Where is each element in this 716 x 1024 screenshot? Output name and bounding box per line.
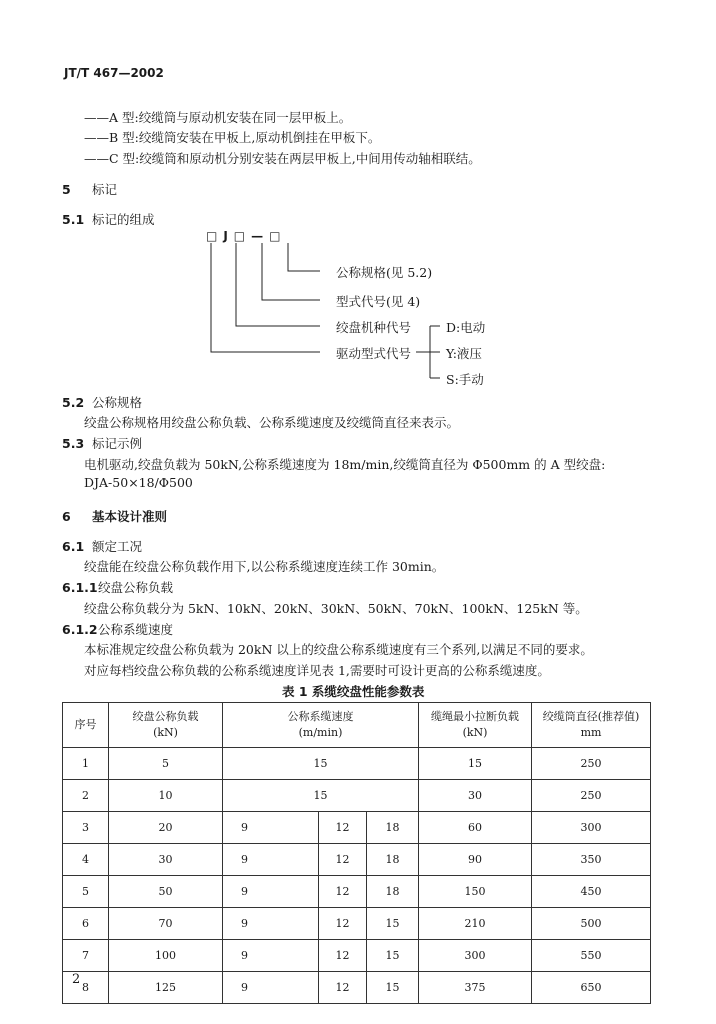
cell-speed-1: 9	[223, 972, 319, 1004]
cell-speed-2: 12	[319, 908, 367, 940]
cell-speed: 15	[223, 748, 419, 780]
section-6-heading: 6 基本设计准则	[62, 509, 168, 524]
section-5-3-body: 电机驱动,绞盘负载为 50kN,公称系缆速度为 18m/min,绞缆筒直径为 Φ500mm 的 A 型绞盘:	[84, 457, 606, 472]
cell-drum: 550	[532, 940, 651, 972]
type-b-line: ——B 型:绞缆筒安装在甲板上,原动机倒挂在甲板下。	[84, 130, 381, 145]
table-row	[63, 876, 651, 908]
cell-drum: 500	[532, 908, 651, 940]
type-c-line: ——C 型:绞缆筒和原动机分别安装在两层甲板上,中间用传动轴相联结。	[84, 151, 481, 166]
cell-speed: 15	[223, 780, 419, 812]
cell-no: 8	[63, 972, 109, 1004]
cell-break-load: 15	[419, 748, 532, 780]
section-6-1-1-body: 绞盘公称负载分为 5kN、10kN、20kN、30kN、50kN、70kN、100kN、125kN 等。	[84, 601, 588, 616]
standard-code: JT/T 467—2002	[64, 66, 164, 80]
section-5-1-heading: 5.1 标记的组成	[62, 212, 155, 227]
cell-speed-3: 15	[367, 972, 419, 1004]
performance-table	[62, 702, 651, 1004]
cell-speed-3: 18	[367, 812, 419, 844]
drive-type-manual: S:手动	[446, 372, 484, 387]
cell-no: 6	[63, 908, 109, 940]
cell-load: 70	[109, 908, 223, 940]
table-row	[63, 748, 651, 780]
cell-drum: 650	[532, 972, 651, 1004]
label-type-code: 型式代号(见 4)	[336, 294, 421, 309]
cell-load: 100	[109, 940, 223, 972]
section-5-2-heading: 5.2 公称规格	[62, 395, 143, 410]
label-machine-code: 绞盘机种代号	[336, 320, 412, 335]
section-6-1-heading: 6.1 额定工况	[62, 539, 143, 554]
type-a-line: ——A 型:绞缆筒与原动机安装在同一层甲板上。	[84, 110, 352, 125]
page-number: 2	[72, 972, 81, 987]
section-6-1-body: 绞盘能在绞盘公称负载作用下,以公称系缆速度连续工作 30min。	[84, 559, 445, 574]
section-6-1-1-heading: 6.1.1绞盘公称负载	[62, 580, 174, 595]
cell-load: 20	[109, 812, 223, 844]
cell-drum: 250	[532, 748, 651, 780]
marking-code-letters: □J□—□	[206, 229, 287, 243]
cell-speed-3: 15	[367, 940, 419, 972]
label-nominal-spec: 公称规格(见 5.2)	[336, 265, 433, 280]
cell-drum: 250	[532, 780, 651, 812]
table-row	[63, 908, 651, 940]
cell-speed-2: 12	[319, 844, 367, 876]
section-5-2-body: 绞盘公称规格用绞盘公称负载、公称系缆速度及绞缆筒直径来表示。	[84, 415, 460, 430]
cell-break-load: 30	[419, 780, 532, 812]
cell-speed-3: 15	[367, 908, 419, 940]
cell-drum: 450	[532, 876, 651, 908]
header-drum: 绞缆筒直径(推荐值) mm	[532, 703, 651, 748]
cell-break-load: 375	[419, 972, 532, 1004]
header-break-load: 缆绳最小拉断负载 (kN)	[419, 703, 532, 748]
cell-speed-1: 9	[223, 908, 319, 940]
cell-no: 3	[63, 812, 109, 844]
drive-type-electric: D:电动	[446, 320, 486, 335]
cell-speed-1: 9	[223, 940, 319, 972]
marking-example: DJA-50×18/Φ500	[84, 475, 193, 490]
cell-speed-3: 18	[367, 844, 419, 876]
cell-load: 50	[109, 876, 223, 908]
cell-speed-2: 12	[319, 812, 367, 844]
header-load: 绞盘公称负载 (kN)	[109, 703, 223, 748]
cell-speed-1: 9	[223, 812, 319, 844]
table-row	[63, 940, 651, 972]
cell-break-load: 210	[419, 908, 532, 940]
cell-break-load: 90	[419, 844, 532, 876]
cell-break-load: 300	[419, 940, 532, 972]
header-speed: 公称系缆速度 (m/min)	[223, 703, 419, 748]
cell-speed-1: 9	[223, 844, 319, 876]
cell-load: 10	[109, 780, 223, 812]
cell-no: 7	[63, 940, 109, 972]
cell-drum: 300	[532, 812, 651, 844]
table-1-title: 表 1 系缆绞盘性能参数表	[282, 684, 425, 699]
cell-load: 125	[109, 972, 223, 1004]
cell-no: 5	[63, 876, 109, 908]
cell-no: 2	[63, 780, 109, 812]
cell-no: 1	[63, 748, 109, 780]
cell-drum: 350	[532, 844, 651, 876]
table-row	[63, 780, 651, 812]
table-row	[63, 844, 651, 876]
section-5-heading: 5 标记	[62, 182, 118, 197]
label-drive-code: 驱动型式代号	[336, 346, 412, 361]
section-6-1-2-body-2: 对应每档绞盘公称负载的公称系缆速度详见表 1,需要时可设计更高的公称系缆速度。	[84, 663, 550, 678]
cell-break-load: 60	[419, 812, 532, 844]
cell-load: 30	[109, 844, 223, 876]
cell-no: 4	[63, 844, 109, 876]
cell-speed-2: 12	[319, 940, 367, 972]
section-5-3-heading: 5.3 标记示例	[62, 436, 143, 451]
cell-speed-2: 12	[319, 876, 367, 908]
drive-type-hydraulic: Y:液压	[446, 346, 482, 361]
cell-break-load: 150	[419, 876, 532, 908]
cell-speed-1: 9	[223, 876, 319, 908]
cell-speed-2: 12	[319, 972, 367, 1004]
table-row	[63, 812, 651, 844]
table-row	[63, 972, 651, 1004]
section-6-1-2-body-1: 本标准规定绞盘公称负载为 20kN 以上的绞盘公称系缆速度有三个系列,以满足不同的要求。	[84, 642, 593, 657]
section-6-1-2-heading: 6.1.2公称系缆速度	[62, 622, 174, 637]
header-no: 序号	[63, 703, 109, 748]
table-header-row	[63, 703, 651, 748]
cell-speed-3: 18	[367, 876, 419, 908]
cell-load: 5	[109, 748, 223, 780]
